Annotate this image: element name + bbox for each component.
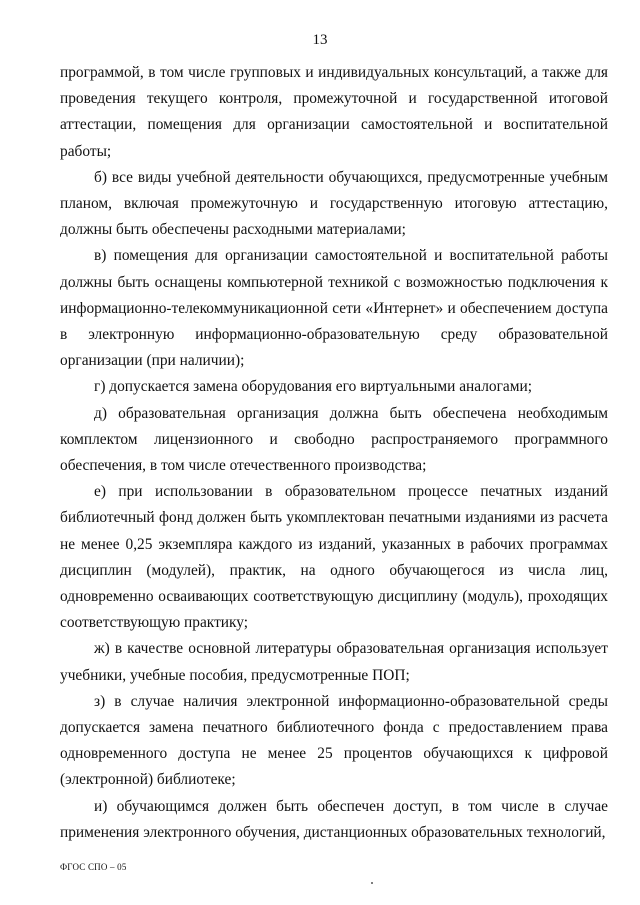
- document-footer-code: ФГОС СПО – 05: [60, 862, 127, 872]
- page-number: 13: [312, 32, 328, 48]
- paragraph-item-b: б) все виды учебной деятельности обучающихся, предусмотренные учебным планом, включая промежуточную и государственную итоговую аттестацию, должны быть обеспечены расходными материалами;: [60, 168, 608, 239]
- paragraph-item-z: з) в случае наличия электронной информационно-образовательной среды допускается замена печатного библиотечного фонда с предоставлением права одновременного доступа не менее 25 процентов обучающихся к цифровой (электронной) библиотеке;: [60, 692, 608, 789]
- paragraph-item-v: в) помещения для организации самостоятельной и воспитательной работы должны быть оснащены компьютерной техникой с возможностью подключения к информационно-телекоммуникационной сети «Интернет» и обеспечением доступа в электронную информационно-образовательную среду образовательной организации (при наличии);: [60, 247, 608, 370]
- paragraph-item-zh: ж) в качестве основной литературы образовательная организация использует учебники, учебные пособия, предусмотренные ПОП;: [60, 640, 608, 684]
- scan-speck: [371, 882, 373, 884]
- paragraph-item-e: е) при использовании в образовательном процессе печатных изданий библиотечный фонд должен быть укомплектован печатными изданиями из расчета не менее 0,25 экземпляра каждого из изданий, указанных в рабочих программах дисциплин (модулей), практик, на одного обучающегося из числа лиц, одновременно осваивающих соответствующую дисциплину (модуль), проходящих соответствующую практику;: [60, 483, 608, 632]
- paragraph-item-d: д) образовательная организация должна быть обеспечена необходимым комплектом лицензионного и свободно распространяемого программного обеспечения, в том числе отечественного производства;: [60, 404, 608, 475]
- paragraph-item-g: г) допускается замена оборудования его виртуальными аналогами;: [94, 378, 532, 396]
- paragraph-item-i: и) обучающимся должен быть обеспечен доступ, в том числе в случае применения электронного обучения, дистанционных образовательных технологий,: [60, 797, 608, 841]
- document-body: [60, 60, 608, 846]
- paragraph-continuation: программой, в том числе групповых и индивидуальных консультаций, а также для проведения текущего контроля, промежуточной и государственной итоговой аттестации, помещения для организации самостоятельной и воспитательной работы;: [60, 64, 608, 160]
